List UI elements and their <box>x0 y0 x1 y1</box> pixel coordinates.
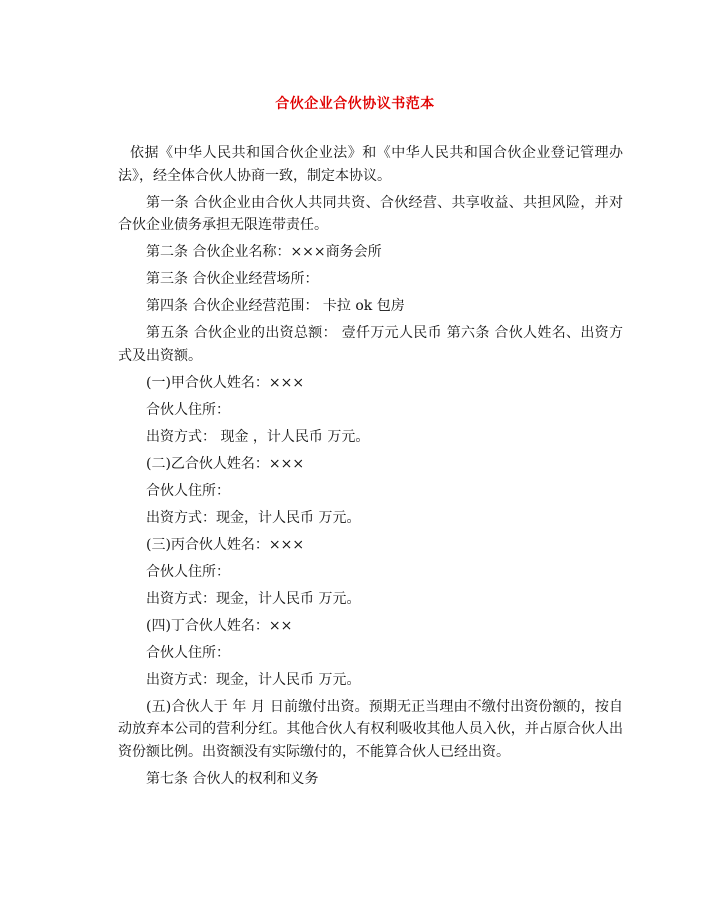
article-1-paragraph: 第一条 合伙企业由合伙人共同共资、合伙经营、共享收益、共担风险，并对合伙企业债务承担无限连带责任。 <box>118 194 623 233</box>
article-2-paragraph: 第二条 合伙企业名称：×××商务会所 <box>146 244 382 260</box>
partner-c-contribution: 出资方式：现金，计人民币 万元。 <box>146 590 361 607</box>
document-title: 合伙企业合伙协议书范本 <box>275 96 435 112</box>
partner-b-address: 合伙人住所： <box>146 482 230 499</box>
payment-deadline-paragraph: (五)合伙人于 年 月 日前缴付出资。预期无正当理由不缴付出资份额的，按自动放弃本公司的营利分红。其他合伙人有权利吸收其他人员入伙，并占原合伙人出资份额比例。出资额没有实际缴付的，不能算合伙人已经出资。 <box>118 698 623 760</box>
partner-c-name: (三)丙合伙人姓名：××× <box>146 536 305 553</box>
partner-b-name: (二)乙合伙人姓名：××× <box>146 455 305 472</box>
preamble-paragraph: 依据《中华人民共和国合伙企业法》和《中华人民共和国合伙企业登记管理办法》，经全体合伙人协商一致，制定本协议。 <box>118 145 623 184</box>
partner-d-name: (四)丁合伙人姓名：×× <box>146 617 293 634</box>
article-5-6-paragraph: 第五条 合伙企业的出资总额： 壹仟万元人民币 第六条 合伙人姓名、出资方式及出资额。 <box>118 325 623 364</box>
document-body <box>118 142 623 795</box>
partner-a-address: 合伙人住所： <box>146 401 230 418</box>
partner-c-address: 合伙人住所： <box>146 563 230 580</box>
article-7-paragraph: 第七条 合伙人的权利和义务 <box>146 770 319 787</box>
partner-a-contribution: 出资方式： 现金 ，计人民币 万元。 <box>146 428 370 445</box>
article-4-paragraph: 第四条 合伙企业经营范围： 卡拉 ok 包房 <box>146 298 405 314</box>
article-3-paragraph: 第三条 合伙企业经营场所： <box>146 271 319 287</box>
partner-b-contribution: 出资方式：现金，计人民币 万元。 <box>146 509 361 526</box>
partner-a-name: (一)甲合伙人姓名：××× <box>146 374 305 391</box>
partner-d-contribution: 出资方式：现金，计人民币 万元。 <box>146 671 361 688</box>
partner-d-address: 合伙人住所： <box>146 644 230 661</box>
